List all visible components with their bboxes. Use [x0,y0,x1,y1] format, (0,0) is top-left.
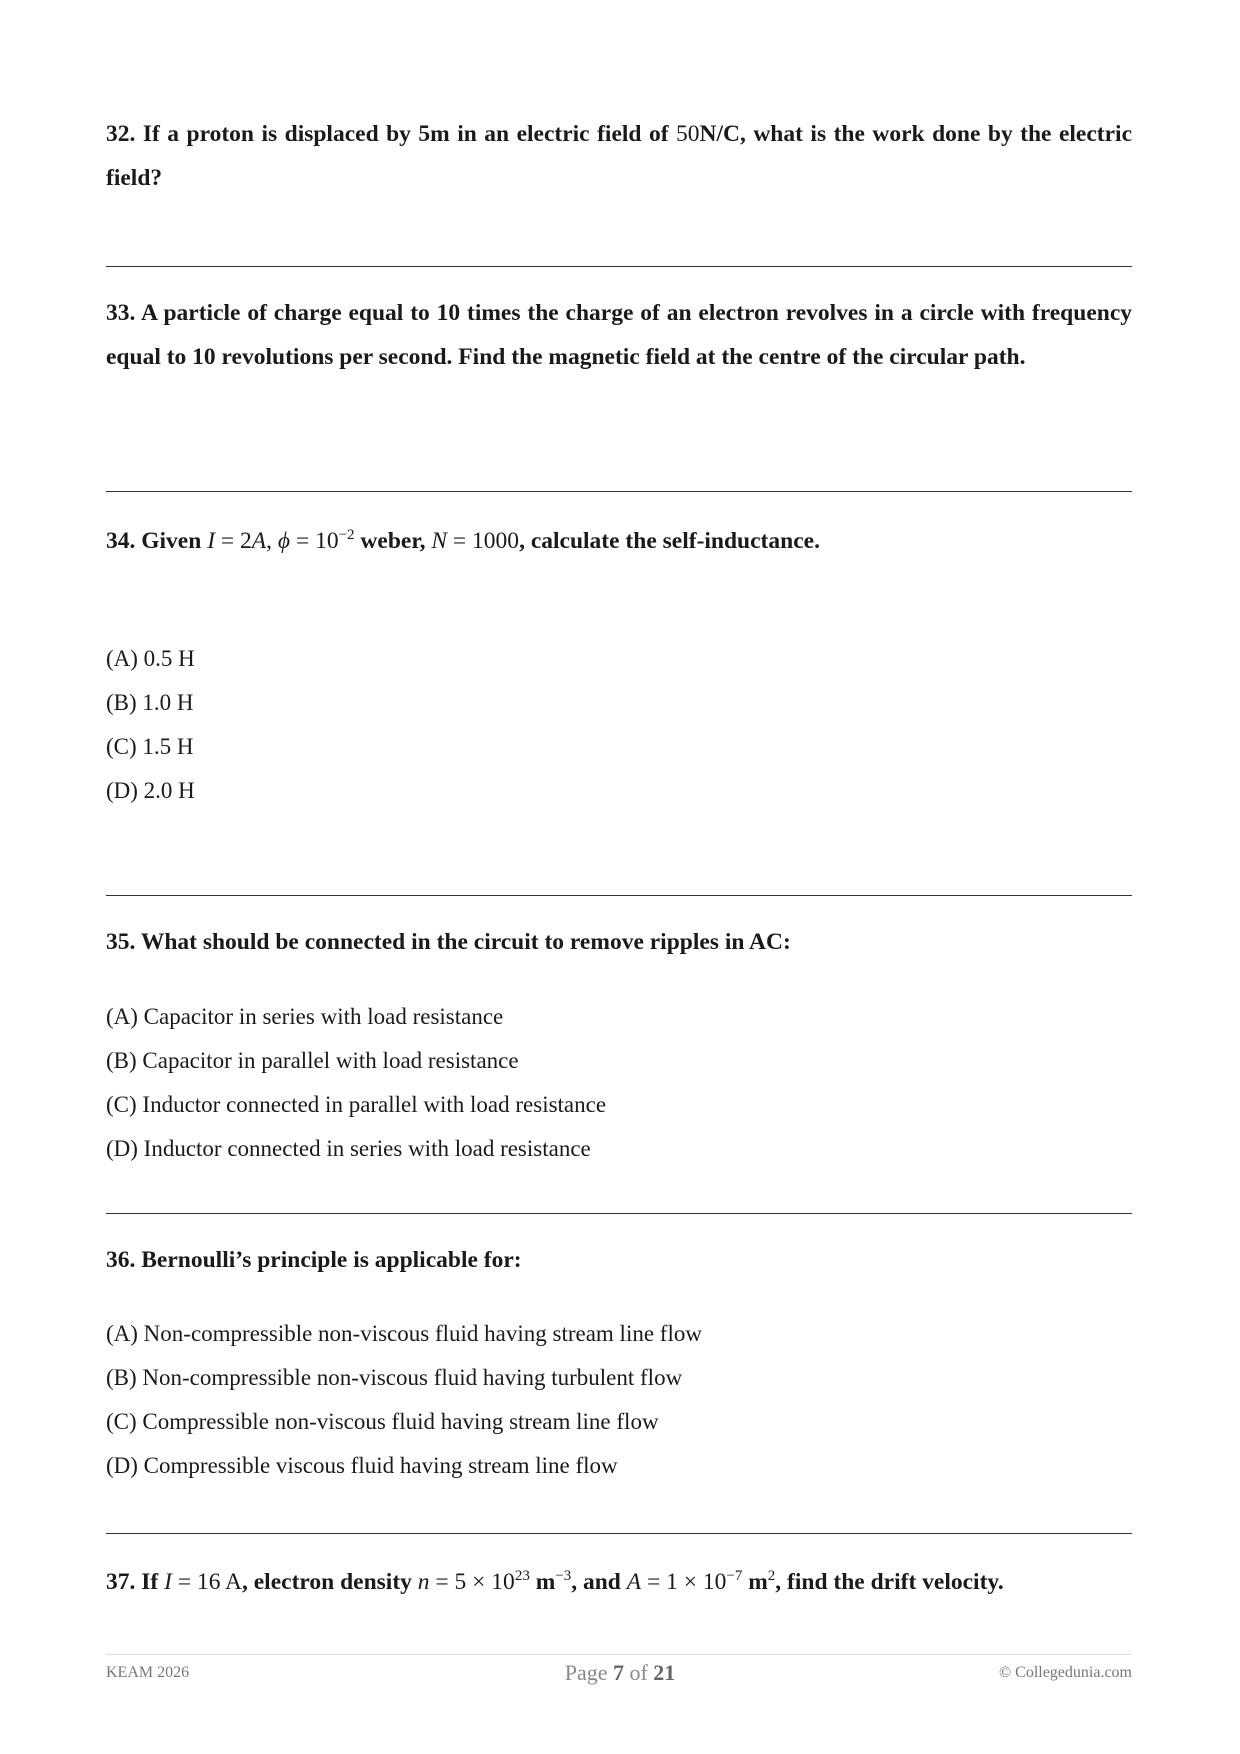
page-total: 21 [653,1660,676,1685]
option-c: (C) Inductor connected in parallel with load resistance [106,1092,607,1117]
math-variable: I [164,1569,172,1595]
option-d: (D) Inductor connected in series with load resistance [106,1136,591,1161]
option-c: (C) Compressible non-viscous fluid having stream line flow [106,1409,659,1434]
math-variable: A [626,1569,642,1595]
question-text: = 5 × 10 [429,1569,515,1595]
question-text: 33. A particle of charge equal to 10 times the charge of an electron revolves in a circle with frequency equal to 10 revolutions per second. Find the magnetic field at the centre of the circular path. [106,300,1132,370]
option-d: (D) Compressible viscous fluid having stream line flow [106,1453,618,1478]
math-variable: A [251,528,267,554]
question-text: , find the drift velocity. [775,1569,1004,1595]
question-34 [106,519,1132,563]
question-37 [106,1560,1132,1604]
superscript: 2 [767,1568,776,1585]
question-33 [106,291,1132,379]
question-text: m [529,1569,556,1595]
footer-exam-name: KEAM 2026 [106,1664,190,1681]
question-32 [106,112,1132,200]
question-text: 32. If a proton is displaced by 5m in an electric field of [106,121,677,147]
divider [106,1213,1132,1214]
question-34-options [106,637,195,813]
option-b: (B) Non-compressible non-viscous fluid having turbulent flow [106,1365,683,1390]
question-text: = 2 [215,528,252,554]
question-text: = 16 A [171,1569,242,1595]
question-36 [106,1238,1132,1282]
math-variable: I [207,528,216,554]
option-a: (A) Capacitor in series with load resistance [106,1004,504,1029]
question-36-options [106,1312,702,1488]
page-current: 7 [612,1660,624,1685]
superscript: −2 [338,527,355,544]
divider [106,895,1132,896]
superscript: −3 [555,1568,572,1585]
superscript: 23 [514,1568,530,1585]
question-35-options [106,995,606,1171]
question-text: = 10 [290,528,339,554]
question-text: , electron density [242,1569,418,1595]
option-b: (B) Capacitor in parallel with load resistance [106,1048,519,1073]
divider [106,266,1132,267]
question-text: weber, [354,528,432,554]
divider [106,491,1132,492]
question-text: 35. What should be connected in the circuit to remove ripples in AC: [106,929,791,955]
question-text: , [266,528,278,554]
option-c: (C) 1.5 H [106,734,194,759]
option-b: (B) 1.0 H [106,690,194,715]
question-text: , and [571,1569,627,1595]
page-prefix: Page [564,1660,613,1685]
footer-divider [106,1654,1132,1655]
superscript: −7 [726,1568,743,1585]
math-variable: n [417,1569,430,1595]
divider [106,1533,1132,1534]
question-text: = 1 × 10 [641,1569,727,1595]
footer-copyright: © Collegedunia.com [998,1664,1132,1681]
question-text: N/C, what is the work done by the electric field? [106,121,1133,191]
page-of: of [623,1660,654,1685]
option-a: (A) Non-compressible non-viscous fluid having stream line flow [106,1321,702,1346]
question-text: 50 [676,121,700,147]
question-text: = 1000 [447,528,520,554]
math-variable: N [431,528,448,554]
option-a: (A) 0.5 H [106,646,195,671]
question-text: , calculate the self-inductance. [519,528,820,554]
question-text: 36. Bernoulli’s principle is applicable for: [106,1247,522,1273]
option-d: (D) 2.0 H [106,778,195,803]
question-text: 34. Given [106,528,208,554]
question-35 [106,920,1132,964]
math-variable: ϕ [277,528,291,554]
question-text: m [742,1569,768,1595]
question-text: 37. If [106,1569,165,1595]
